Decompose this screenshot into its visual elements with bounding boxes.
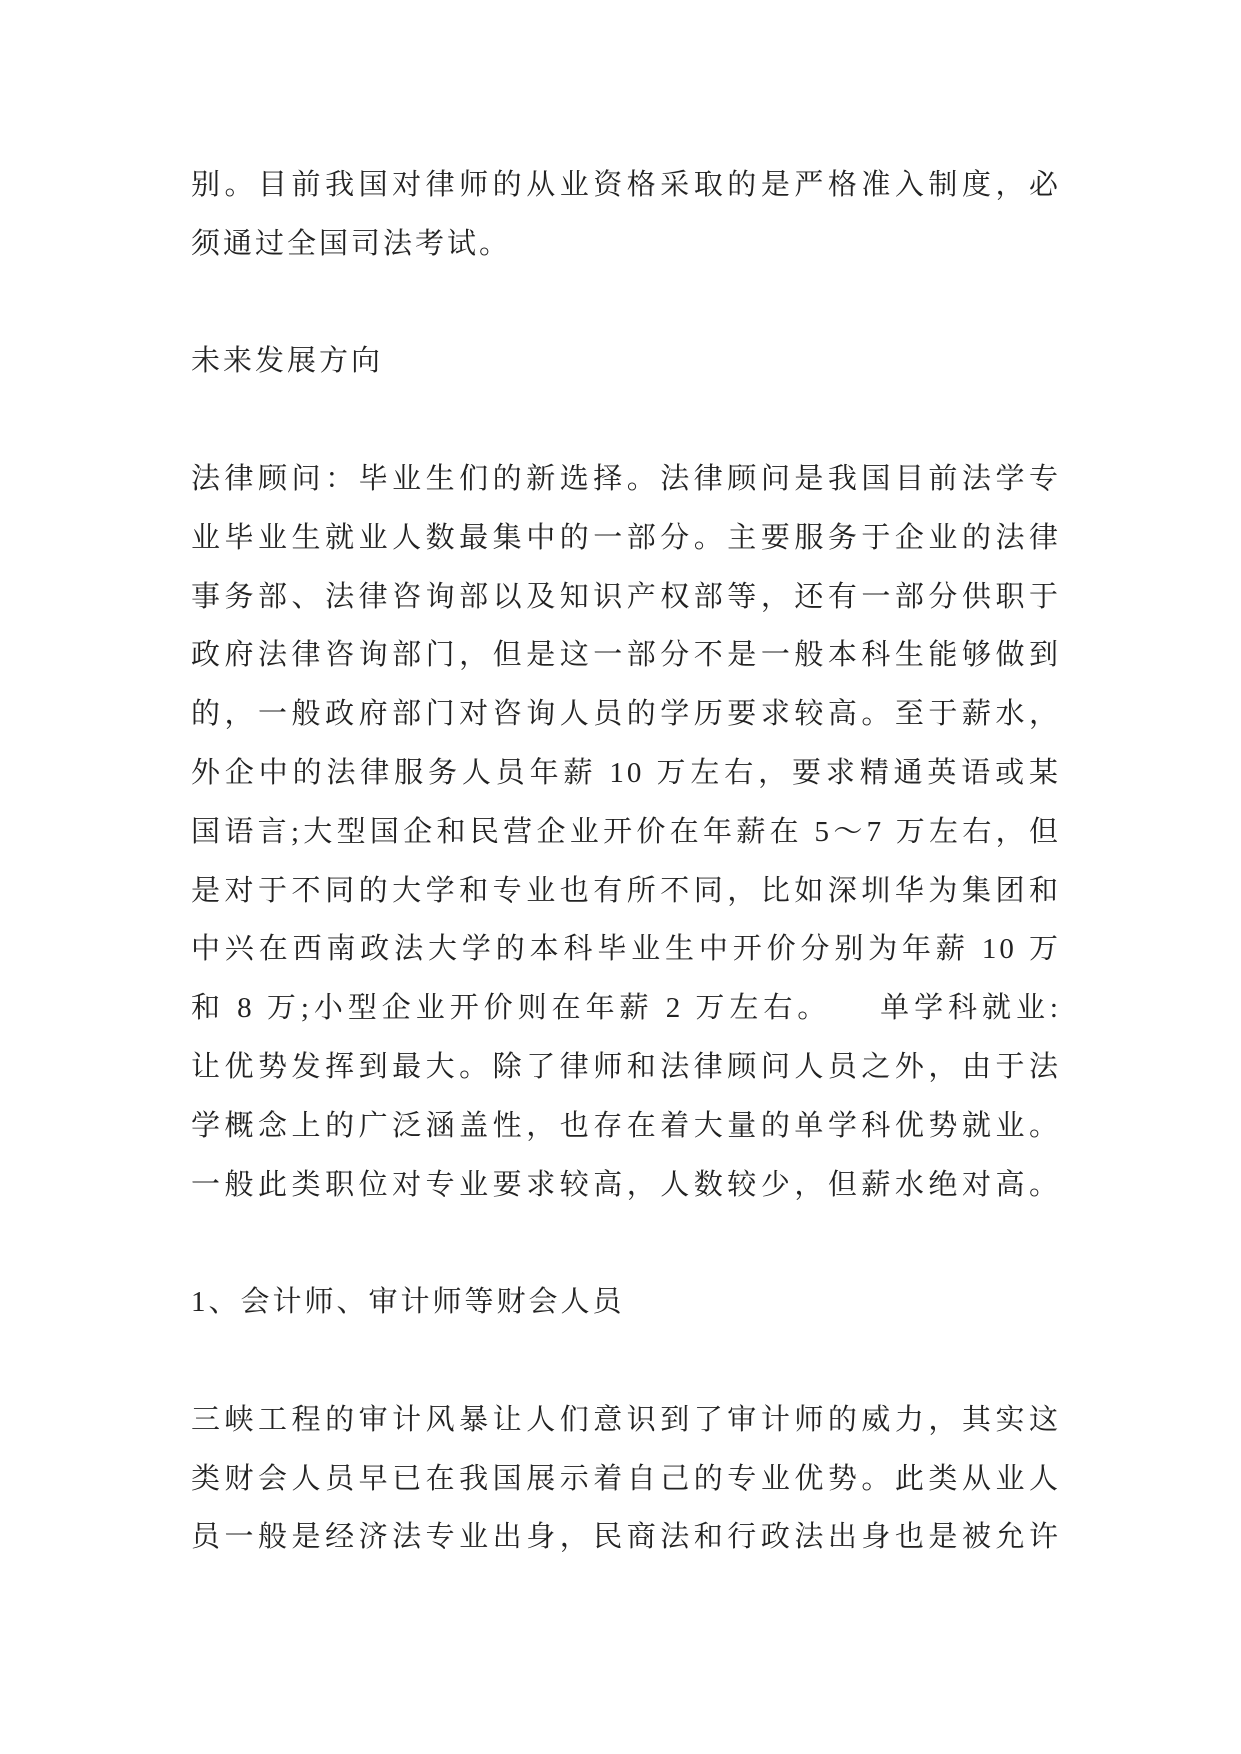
text-line: 三峡工程的审计风暴让人们意识到了审计师的威力，其实这 — [191, 1403, 1061, 1436]
text-line: 国语言;大型国企和民营企业开价在年薪在 5～7 万左右，但 — [191, 815, 1061, 848]
heading-text: 未来发展方向 — [191, 345, 384, 378]
text-line: 是对于不同的大学和专业也有所不同，比如深圳华为集团和 — [191, 874, 1061, 907]
text-line: 别。目前我国对律师的从业资格采取的是严格准入制度，必 — [191, 169, 1061, 201]
text-line: 类财会人员早已在我国展示着自己的专业优势。此类从业人 — [191, 1462, 1061, 1495]
paragraph-legal-counsel — [191, 450, 1061, 1214]
text-line: 业毕业生就业人数最集中的一部分。主要服务于企业的法律 — [191, 521, 1061, 554]
section-heading-future-direction — [191, 332, 1061, 391]
text-line: 须通过全国司法考试。 — [191, 227, 512, 260]
heading-text: 1、会计师、审计师等财会人员 — [191, 1286, 625, 1319]
text-line: 员一般是经济法专业出身，民商法和行政法出身也是被允许 — [191, 1521, 1061, 1554]
text-line: 政府法律咨询部门，但是这一部分不是一般本科生能够做到 — [191, 639, 1061, 672]
section-heading-accountants — [191, 1273, 1061, 1332]
text-line: 一般此类职位对专业要求较高，人数较少，但薪水绝对高。 — [191, 1168, 1061, 1201]
paragraph-auditors — [191, 1391, 1061, 1567]
text-line: 的，一般政府部门对咨询人员的学历要求较高。至于薪水， — [191, 698, 1061, 731]
text-line: 让优势发挥到最大。除了律师和法律顾问人员之外，由于法 — [191, 1050, 1061, 1083]
text-line: 学概念上的广泛涵盖性，也存在着大量的单学科优势就业。 — [191, 1109, 1061, 1142]
text-line: 外企中的法律服务人员年薪 10 万左右，要求精通英语或某 — [191, 756, 1061, 789]
text-line: 事务部、法律咨询部以及知识产权部等，还有一部分供职于 — [191, 580, 1061, 613]
text-line: 中兴在西南政法大学的本科毕业生中开价分别为年薪 10 万 — [191, 933, 1061, 966]
paragraph-lawyer-qualification — [191, 156, 1061, 274]
document-body — [191, 156, 1061, 1567]
text-line: 法律顾问：毕业生们的新选择。法律顾问是我国目前法学专 — [191, 462, 1061, 495]
text-line: 和 8 万;小型企业开价则在年薪 2 万左右。 单学科就业: — [191, 992, 1061, 1025]
